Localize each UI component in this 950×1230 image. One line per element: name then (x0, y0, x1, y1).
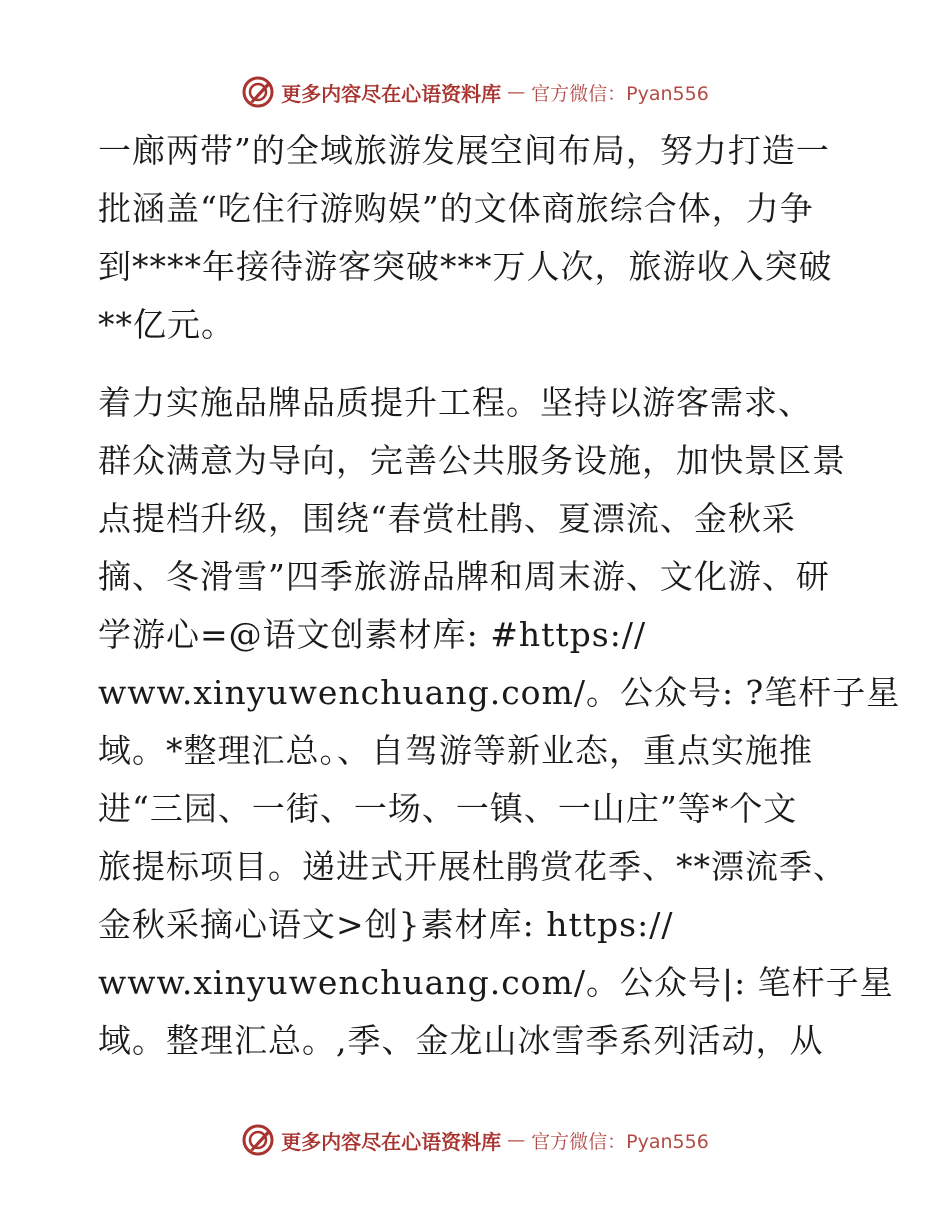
paragraph (98, 374, 901, 1070)
text-line: 学游心=@语文创素材库: #https:// (98, 615, 647, 654)
text-line: 到****年接待游客突破***万人次，旅游收入突破 (98, 247, 833, 286)
paragraph-gap (98, 354, 858, 374)
quill-logo-icon (241, 1123, 275, 1157)
text-line: 进“三园、一街、一场、一镇、一山庄”等*个文 (98, 789, 798, 828)
text-line: 旅提标项目。递进式开展杜鹃赏花季、**漂流季、 (98, 847, 847, 886)
paragraph (98, 122, 858, 354)
text-line: 域。*整理汇总。、自驾游等新业态，重点实施推 (98, 731, 813, 770)
text-line: 金秋采摘心语文>创}素材库: https:// (98, 905, 674, 944)
footer-separator: — (507, 1129, 526, 1151)
text-line: www.xinyuwenchuang.com/。公众号|: 笔杆子星 (98, 963, 894, 1002)
header-banner (0, 72, 950, 112)
text-line: 一廊两带”的全域旅游发展空间布局，努力打造一 (98, 131, 830, 170)
footer-banner (0, 1120, 950, 1160)
text-line: 摘、冬滑雪”四季旅游品牌和周末游、文化游、研 (98, 557, 830, 596)
footer-contact: 官方微信：Pyan556 (531, 1130, 709, 1153)
text-line: 点提档升级，围绕“春赏杜鹃、夏漂流、金秋采 (98, 499, 796, 538)
quill-logo-icon (241, 75, 275, 109)
header-banner-text: 更多内容尽在心语资料库 (281, 81, 502, 106)
text-line: **亿元。 (98, 305, 235, 344)
text-line: 域。整理汇总。,季、金龙山冰雪季系列活动，从 (98, 1021, 824, 1060)
header-contact: 官方微信：Pyan556 (531, 82, 709, 105)
footer-banner-text: 更多内容尽在心语资料库 (281, 1129, 502, 1154)
document-body (98, 122, 901, 1070)
text-line: 批涵盖“吃住行游购娱”的文体商旅综合体，力争 (98, 189, 814, 228)
header-separator: — (507, 81, 526, 103)
text-line: www.xinyuwenchuang.com/。公众号: ?笔杆子星 (98, 673, 901, 712)
text-line: 着力实施品牌品质提升工程。坚持以游客需求、 (98, 383, 812, 422)
text-line: 群众满意为导向，完善公共服务设施，加快景区景 (98, 441, 846, 480)
